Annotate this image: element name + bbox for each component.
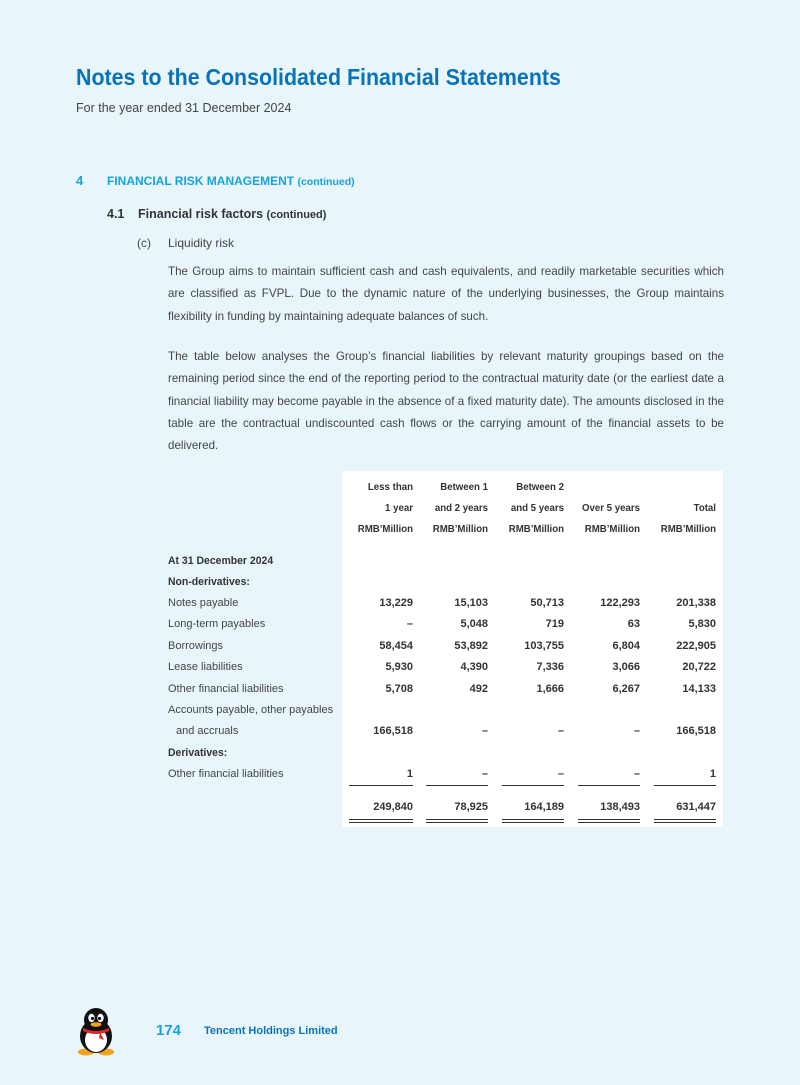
- table-group-derivatives: Derivatives:: [168, 747, 228, 759]
- table-cell: –: [557, 768, 564, 780]
- column-header-total: [650, 498, 716, 540]
- table-cell: 53,892: [454, 640, 488, 652]
- subsection-heading: [138, 207, 326, 221]
- qq-penguin-logo-icon: [76, 1006, 116, 1056]
- table-cell: 58,454: [379, 640, 413, 652]
- table-cell: –: [481, 725, 488, 737]
- table-cell: 201,338: [676, 597, 716, 609]
- table-total-cell: 78,925: [454, 801, 488, 813]
- subtotal-rule: [502, 785, 564, 786]
- item-title: Liquidity risk: [168, 236, 235, 250]
- company-name: Tencent Holdings Limited: [204, 1025, 338, 1037]
- section-number: 4: [76, 173, 84, 188]
- table-cell: 5,048: [460, 618, 488, 630]
- total-double-rule: [349, 822, 413, 823]
- table-cell: 14,133: [682, 683, 716, 695]
- subtotal-rule: [654, 785, 716, 786]
- table-cell: 1,666: [536, 683, 564, 695]
- table-cell: 103,755: [524, 640, 564, 652]
- table-cell: 13,229: [379, 597, 413, 609]
- column-header-between-2-and-5-years: [498, 477, 564, 540]
- column-header-unit: RMB’Million: [584, 523, 640, 535]
- table-cell: 7,336: [536, 661, 564, 673]
- total-double-rule: [426, 819, 488, 820]
- section-heading: [107, 174, 355, 188]
- subsection-title: Financial risk factors: [138, 207, 264, 221]
- table-cell: 166,518: [676, 725, 716, 737]
- table-cell: 5,830: [688, 618, 716, 630]
- table-total-cell: 138,493: [600, 801, 640, 813]
- total-double-rule: [426, 822, 488, 823]
- column-header-line2: and 2 years: [434, 502, 488, 514]
- table-cell: 3,066: [612, 661, 640, 673]
- row-label-borrowings: Borrowings: [168, 640, 224, 652]
- column-header-unit: RMB’Million: [508, 523, 564, 535]
- column-header-line2: Total: [693, 502, 716, 514]
- table-cell: 166,518: [373, 725, 413, 737]
- table-cell: –: [633, 768, 640, 780]
- table-group-non-derivatives: Non-derivatives:: [168, 576, 250, 588]
- paragraph-1: The Group aims to maintain sufficient cash and cash equivalents, and readily marketable securities which are classified as FVPL. Due to the dynamic nature of the underlying businesses, the Group maintains flexibility in funding by maintaining adequate balances of such.: [168, 265, 724, 323]
- total-double-rule: [578, 819, 640, 820]
- table-total-cell: 631,447: [676, 801, 716, 813]
- total-double-rule: [502, 822, 564, 823]
- column-header-line2: and 5 years: [510, 502, 564, 514]
- table-date-heading: At 31 December 2024: [168, 555, 274, 567]
- table-cell: 719: [545, 618, 564, 630]
- total-double-rule: [578, 822, 640, 823]
- column-header-less-than-1-year: [347, 477, 413, 540]
- subtotal-rule: [578, 785, 640, 786]
- row-label-notes-payable: Notes payable: [168, 597, 239, 609]
- table-cell: –: [633, 725, 640, 737]
- column-header-line1: Less than: [367, 481, 413, 493]
- table-cell: 63: [627, 618, 640, 630]
- subtotal-rule: [426, 785, 488, 786]
- table-cell: 6,267: [612, 683, 640, 695]
- total-double-rule: [502, 819, 564, 820]
- row-label-long-term-payables: Long-term payables: [168, 618, 266, 630]
- column-header-unit: RMB’Million: [660, 523, 716, 535]
- table-total-cell: 164,189: [524, 801, 564, 813]
- subsection-continued: (continued): [266, 209, 327, 221]
- page-number: 174: [156, 1022, 182, 1039]
- paragraph-2: The table below analyses the Group’s financial liabilities by relevant maturity groupings based on the remaining period since the end of the reporting period to the contractual maturity date (or the earliest date a financial liability may become payable in the absence of a fixed maturity date). The amounts disclosed in the table are the contractual undiscounted cash flows or the carrying amount of the financial assets to be delivered.: [168, 350, 724, 453]
- table-cell: –: [481, 768, 488, 780]
- page-title: Notes to the Consolidated Financial Statements: [76, 64, 561, 90]
- row-label-accounts-payable-cont: and accruals: [176, 725, 239, 737]
- row-label-accounts-payable: Accounts payable, other payables: [168, 704, 334, 716]
- table-cell: 20,722: [682, 661, 716, 673]
- row-label-other-financial-liabilities: Other financial liabilities: [168, 683, 284, 695]
- total-double-rule: [654, 819, 716, 820]
- table-cell: 4,390: [460, 661, 488, 673]
- table-cell: 1: [709, 768, 716, 780]
- table-cell: –: [406, 618, 413, 630]
- row-label-lease-liabilities: Lease liabilities: [168, 661, 243, 673]
- table-cell: 1: [406, 768, 413, 780]
- column-header-unit: RMB’Million: [357, 523, 413, 535]
- column-header-unit: RMB’Million: [432, 523, 488, 535]
- table-cell: –: [557, 725, 564, 737]
- table-cell: 15,103: [454, 597, 488, 609]
- table-cell: 222,905: [676, 640, 716, 652]
- table-cell: 492: [469, 683, 488, 695]
- table-cell: 122,293: [600, 597, 640, 609]
- table-cell: 5,708: [385, 683, 413, 695]
- column-header-line2: 1 year: [385, 502, 413, 514]
- table-cell: 50,713: [530, 597, 564, 609]
- table-cell: 6,804: [612, 640, 640, 652]
- column-header-line1: Between 1: [440, 481, 488, 493]
- subsection-number: 4.1: [107, 207, 125, 221]
- section-title: FINANCIAL RISK MANAGEMENT: [107, 174, 295, 188]
- page-subtitle: For the year ended 31 December 2024: [76, 101, 292, 115]
- total-double-rule: [654, 822, 716, 823]
- row-label-derivative-other-financial-liabilities: Other financial liabilities: [168, 768, 284, 780]
- subtotal-rule: [349, 785, 413, 786]
- section-continued: (continued): [297, 176, 355, 188]
- column-header-between-1-and-2-years: [422, 477, 488, 540]
- total-double-rule: [349, 819, 413, 820]
- table-cell: 5,930: [385, 661, 413, 673]
- column-header-over-5-years: [574, 498, 640, 540]
- column-header-line2: Over 5 years: [581, 502, 640, 514]
- table-total-cell: 249,840: [373, 801, 413, 813]
- column-header-line1: Between 2: [516, 481, 564, 493]
- item-label: (c): [137, 236, 151, 250]
